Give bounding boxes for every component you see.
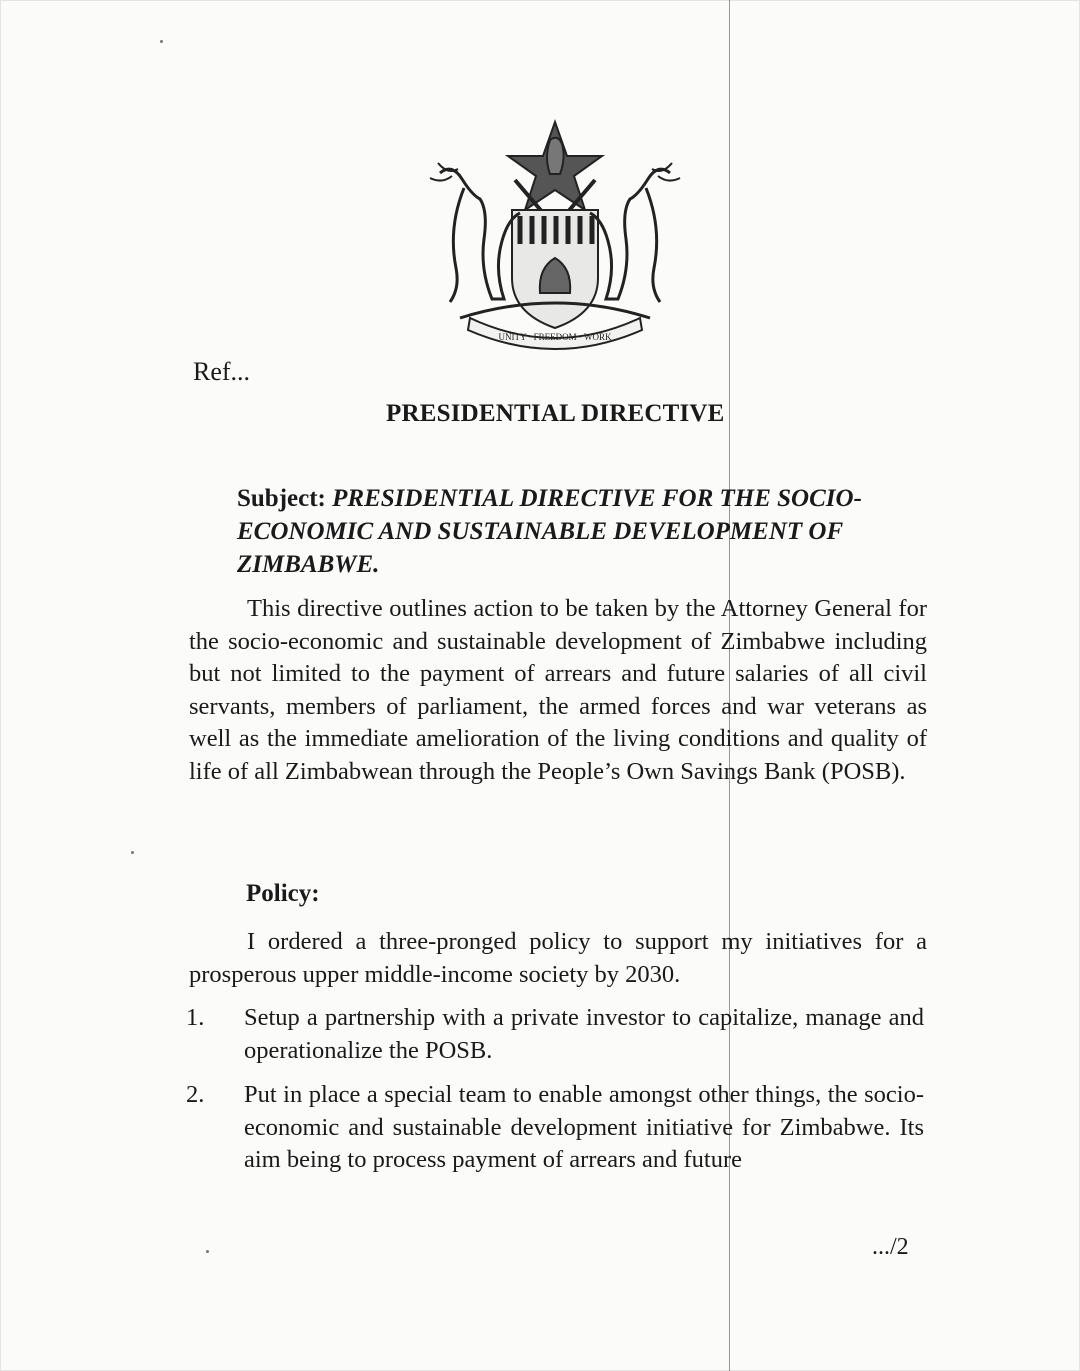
intro-paragraph: This directive outlines action to be taken by the Attorney General for the socio-economic and sustainable development of Zimbabwe including but not limited to the payment of arrears and future salaries of all civil servants, members of parliament, the armed forces and war veterans as well as the immediate amelioration of the living conditions and quality of life of all Zimbabwean through the People’s Own Savings Bank (POSB). bbox=[189, 595, 927, 785]
document-title: PRESIDENTIAL DIRECTIVE bbox=[386, 400, 725, 427]
scan-speck bbox=[206, 1250, 209, 1253]
page-number: .../2 bbox=[872, 1234, 909, 1260]
list-item-text: Put in place a special team to enable amongst other things, the socio-economic and sustainable development initiative for Zimbabwe. Its aim being to process payment of arrears and future bbox=[244, 1081, 924, 1173]
list-item-text: Setup a partnership with a private investor to capitalize, manage and operationalize the POSB. bbox=[244, 1004, 924, 1064]
reference-label: Ref... bbox=[193, 357, 251, 386]
policy-paragraph: I ordered a three-pronged policy to support my initiatives for a prosperous upper middle-income society by 2030. bbox=[189, 928, 927, 988]
list-item-number: 2. bbox=[186, 1081, 205, 1108]
subject-label: Subject: bbox=[237, 485, 326, 512]
list-item-number: 1. bbox=[186, 1004, 205, 1031]
emblem-motto: UNITY · FREEDOM · WORK bbox=[498, 332, 612, 342]
scan-speck bbox=[160, 40, 163, 43]
coat-of-arms-emblem bbox=[420, 118, 690, 350]
policy-heading: Policy: bbox=[246, 880, 320, 907]
subject-line bbox=[237, 482, 927, 581]
subject-text: PRESIDENTIAL DIRECTIVE FOR THE SOCIO-ECONOMIC AND SUSTAINABLE DEVELOPMENT OF ZIMBABWE. bbox=[237, 485, 862, 578]
scan-speck bbox=[131, 851, 134, 854]
